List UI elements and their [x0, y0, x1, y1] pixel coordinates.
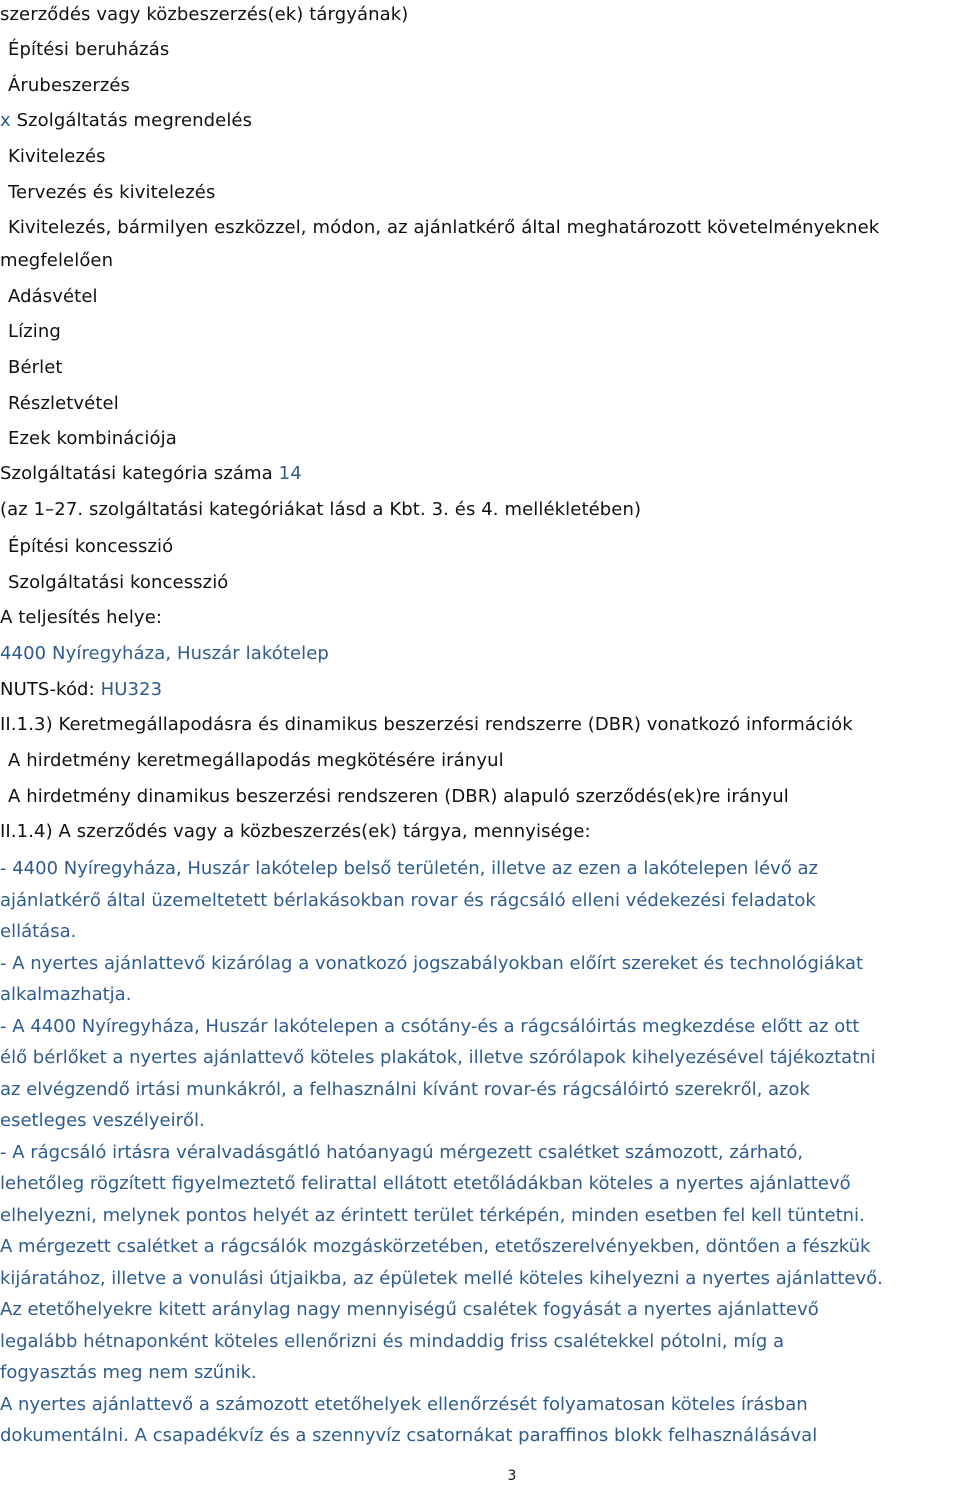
section-ii-1-3-heading: II.1.3) Keretmegállapodásra és dinamikus beszerzési rendszerre (DBR) vonatkozó információk [0, 714, 853, 735]
option-services-selected [0, 108, 252, 134]
description-line: A nyertes ajánlattevő a számozott etetőhelyek ellenőrzését folyamatosan köteles írásban [0, 1393, 808, 1415]
description-line: lehetőleg rögzített figyelmeztető felirattal ellátott etetőládákban köteles a nyertes ajánlattevő [0, 1173, 851, 1194]
option-building-works: Építési beruházás [8, 39, 170, 60]
description-line: ellátása. [0, 921, 77, 942]
description-line: elhelyezni, melynek pontos helyét az érintett terület térképén, minden esetben fel kell tüntetni. [0, 1204, 865, 1226]
place-of-performance-value: 4400 Nyíregyháza, Huszár lakótelep [0, 643, 329, 664]
option-realisation-cont: megfelelően [0, 250, 114, 271]
description-line: - A rágcsáló irtásra véralvadásgátló hatóanyagú mérgezett csalétket számozott, zárható, [0, 1141, 804, 1163]
section-ii-1-4-heading: II.1.4) A szerződés vagy a közbeszerzés(ek) tárgya, mennyisége: [0, 821, 591, 842]
service-category-note: (az 1–27. szolgáltatási kategóriákat lásd a Kbt. 3. és 4. mellékletében) [0, 499, 642, 520]
description-line: ajánlatkérő által üzemeltetett bérlakásokban rovar és rágcsáló elleni védekezési feladatok [0, 889, 816, 911]
option-framework-agreement: A hirdetmény keretmegállapodás megkötésére irányul [8, 750, 504, 771]
description-line: dokumentálni. A csapadékvíz és a szennyvíz csatornákat paraffinos blokk felhasználásával [0, 1425, 818, 1446]
description-line: alkalmazhatja. [0, 984, 132, 1005]
option-execution: Kivitelezés [8, 146, 106, 167]
section-heading-continued: szerződés vagy közbeszerzés(ek) tárgyának) [0, 4, 409, 25]
option-realisation: Kivitelezés, bármilyen eszközzel, módon, az ajánlatkérő által meghatározott követelményeknek [8, 217, 880, 238]
page-number: 3 [507, 1468, 517, 1484]
description-line: az elvégzendő irtási munkákról, a felhasználni kívánt rovar-és rágcsálóirtó szerekről, azok [0, 1078, 810, 1100]
option-combination: Ezek kombinációja [8, 428, 177, 449]
description-line: legalább hétnaponként köteles ellenőrizni és mindaddig friss csalétekkel pótolni, míg a [0, 1330, 785, 1352]
option-dps: A hirdetmény dinamikus beszerzési rendszeren (DBR) alapuló szerződés(ek)re irányul [8, 786, 789, 807]
description-line: - A nyertes ajánlattevő kizárólag a vonatkozó jogszabályokban előírt szereket és technológiákat [0, 952, 864, 974]
description-line: élő bérlőket a nyertes ajánlattevő köteles plakátok, illetve szórólapok kihelyezésével tájékoztatni [0, 1047, 876, 1068]
service-category-value: 14 [278, 463, 302, 484]
option-works-concession: Építési koncesszió [8, 536, 174, 557]
option-services-label: Szolgáltatás megrendelés [16, 110, 253, 131]
option-service-concession: Szolgáltatási koncesszió [8, 572, 229, 593]
service-category-label: Szolgáltatási kategória száma [0, 463, 273, 484]
option-rental: Bérlet [8, 357, 63, 378]
option-supplies: Árubeszerzés [8, 75, 131, 96]
option-lease: Lízing [8, 321, 61, 342]
description-line: - 4400 Nyíregyháza, Huszár lakótelep belső területén, illetve az ezen a lakótelepen lévő az [0, 858, 818, 879]
option-purchase: Adásvétel [8, 286, 98, 307]
description-line: fogyasztás meg nem szűnik. [0, 1362, 257, 1383]
description-line: Az etetőhelyekre kitett aránylag nagy mennyiségű csalétek fogyását a nyertes ajánlattevő [0, 1299, 819, 1320]
service-category-row [0, 461, 302, 487]
contract-description [0, 853, 958, 1452]
place-of-performance-label: A teljesítés helye: [0, 607, 163, 628]
option-hire-purchase: Részletvétel [8, 393, 119, 414]
nuts-code-value: HU323 [100, 679, 163, 700]
description-line: - A 4400 Nyíregyháza, Huszár lakótelepen a csótány-és a rágcsálóirtás megkezdése előtt az ott [0, 1015, 860, 1037]
selected-mark: x [0, 110, 11, 131]
nuts-code-row [0, 677, 162, 703]
option-design-execution: Tervezés és kivitelezés [8, 182, 216, 203]
description-line: esetleges veszélyeiről. [0, 1110, 205, 1131]
description-line: A mérgezett csalétket a rágcsálók mozgáskörzetében, etetőszerelvényekben, döntően a fészkük [0, 1236, 871, 1257]
nuts-code-label: NUTS-kód: [0, 679, 95, 700]
description-line: kijáratához, illetve a vonulási útjaikba, az épületek mellé köteles kihelyezni a nyertes ajánlattevő. [0, 1267, 883, 1289]
